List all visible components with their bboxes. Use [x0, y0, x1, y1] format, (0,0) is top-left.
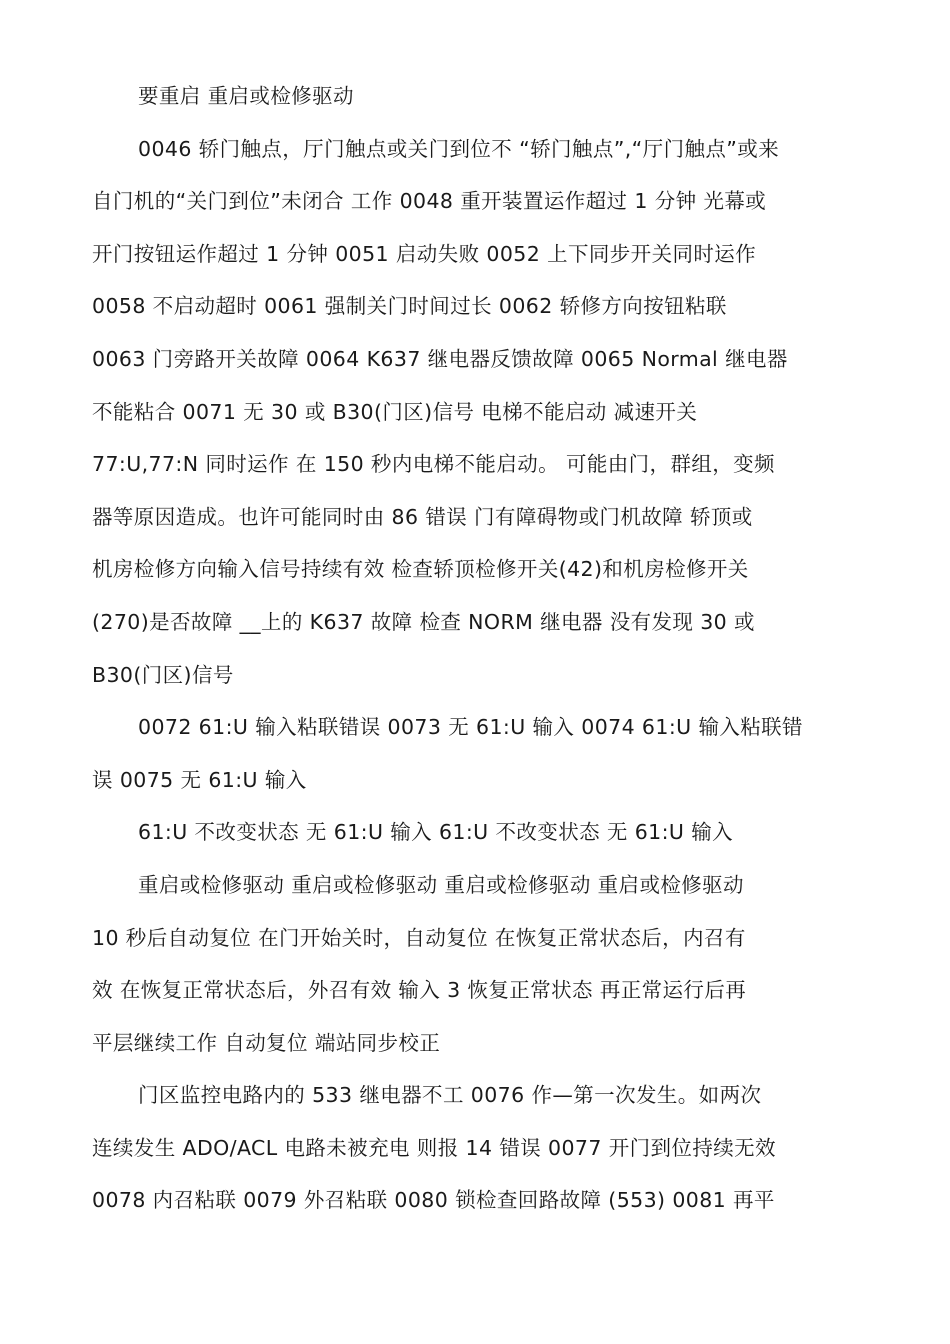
text-line: 0072 61:U 输入粘联错误 0073 无 61:U 输入 0074 61:U 输入粘联错 [138, 715, 803, 740]
text-line: 0063 门旁路开关故障 0064 K637 继电器反馈故障 0065 Normal 继电器 [92, 346, 788, 371]
paragraph-5 [92, 859, 860, 1069]
text-line: 0046 轿门触点，厅门触点或关门到位不 “轿门触点”,“厅门触点”或来 [138, 136, 780, 161]
text-line: 开门按钮运作超过 1 分钟 0051 启动失败 0052 上下同步开关同时运作 [92, 241, 757, 266]
paragraph-4 [92, 806, 860, 859]
text-line: 77:U,77:N 同时运作 在 150 秒内电梯不能启动。 可能由门，群组，变频 [92, 452, 775, 477]
paragraph-3 [92, 701, 860, 806]
text-line: 自门机的“关门到位”未闭合 工作 0048 重开装置运作超过 1 分钟 光幕或 [92, 189, 767, 214]
text-line: 误 0075 无 61:U 输入 [92, 767, 307, 792]
text-line: 连续发生 ADO/ACL 电路未被充电 则报 14 错误 0077 开门到位持续无效 [92, 1135, 776, 1160]
paragraph-1 [92, 70, 860, 123]
text-line: 门区监控电路内的 533 继电器不工 0076 作—第一次发生。如两次 [138, 1083, 762, 1108]
text-line: 10 秒后自动复位 在门开始关时，自动复位 在恢复正常状态后，内召有 [92, 925, 746, 950]
text-line: 0078 内召粘联 0079 外召粘联 0080 锁检查回路故障 (553) 0081 再平 [92, 1188, 775, 1213]
paragraph-2 [92, 123, 860, 702]
text-line: 重启或检修驱动 重启或检修驱动 重启或检修驱动 重启或检修驱动 [138, 872, 744, 897]
text-line: 61:U 不改变状态 无 61:U 输入 61:U 不改变状态 无 61:U 输入 [138, 820, 734, 845]
text-line: 效 在恢复正常状态后，外召有效 输入 3 恢复正常状态 再正常运行后再 [92, 978, 747, 1003]
text-line: B30(门区)信号 [92, 662, 234, 687]
paragraph-6 [92, 1069, 860, 1227]
text-line: 器等原因造成。也许可能同时由 86 错误 门有障碍物或门机故障 轿顶或 [92, 504, 753, 529]
text-line: (270)是否故障 __上的 K637 故障 检查 NORM 继电器 没有发现 30 或 [92, 609, 755, 634]
text-line: 不能粘合 0071 无 30 或 B30(门区)信号 电梯不能启动 减速开关 [92, 399, 698, 424]
document-page [92, 70, 860, 1227]
text-line: 机房检修方向输入信号持续有效 检查轿顶检修开关(42)和机房检修开关 [92, 557, 749, 582]
text-line: 要重启 重启或检修驱动 [138, 84, 354, 108]
text-line: 平层继续工作 自动复位 端站同步校正 [92, 1030, 441, 1055]
text-line: 0058 不启动超时 0061 强制关门时间过长 0062 轿修方向按钮粘联 [92, 294, 727, 319]
